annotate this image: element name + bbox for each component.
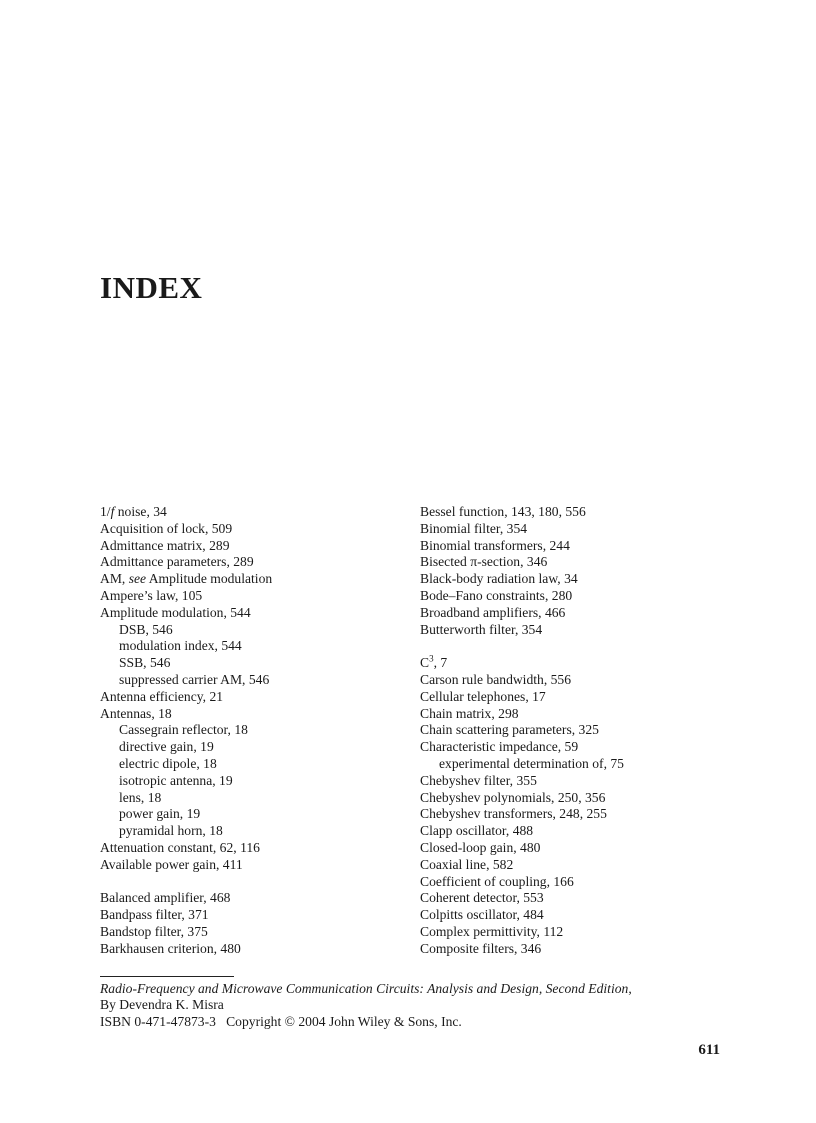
book-title-line xyxy=(100,981,740,997)
index-entry: Bisected π-section, 346 xyxy=(420,554,548,570)
index-entry: Complex permittivity, 112 xyxy=(420,923,564,939)
isbn-line: ISBN 0-471-47873-3 Copyright © 2004 John Wiley & Sons, Inc. xyxy=(100,1013,462,1029)
index-entry: Cellular telephones, 17 xyxy=(420,688,546,704)
index-entry: Bandstop filter, 375 xyxy=(100,923,208,939)
index-subentry: suppressed carrier AM, 546 xyxy=(119,671,270,687)
page-number: 611 xyxy=(698,1042,720,1058)
index-column-left xyxy=(100,504,400,958)
index-entry: Coefficient of coupling, 166 xyxy=(420,873,574,889)
page-title: INDEX xyxy=(100,270,203,305)
index-subentry: pyramidal horn, 18 xyxy=(119,823,223,839)
index-subentry: Cassegrain reflector, 18 xyxy=(119,722,248,738)
index-entry: Bessel function, 143, 180, 556 xyxy=(420,504,586,519)
index-column-right xyxy=(420,504,740,958)
index-entry: Chebyshev polynomials, 250, 356 xyxy=(420,789,606,805)
index-entry: Colpitts oscillator, 484 xyxy=(420,907,544,923)
index-entry: Attenuation constant, 62, 116 xyxy=(100,839,260,855)
index-entry: Clapp oscillator, 488 xyxy=(420,823,534,839)
index-subentry: experimental determination of, 75 xyxy=(439,755,624,771)
index-entry: Black-body radiation law, 34 xyxy=(420,571,578,587)
index-spacer xyxy=(420,638,740,655)
index-entry: Closed-loop gain, 480 xyxy=(420,839,541,855)
index-subentry: directive gain, 19 xyxy=(119,739,214,755)
book-title: Radio-Frequency and Microwave Communication Circuits: Analysis and Design, Second Edition xyxy=(100,981,629,996)
index-entry: Butterworth filter, 354 xyxy=(420,621,543,637)
index-entry: Antennas, 18 xyxy=(100,705,172,721)
index-entry: Chebyshev transformers, 248, 255 xyxy=(420,806,607,822)
index-entry: Bode–Fano constraints, 280 xyxy=(420,587,573,603)
index-subentry: SSB, 546 xyxy=(119,655,171,671)
index-entry: Available power gain, 411 xyxy=(100,856,243,872)
index-entry: Broadband amplifiers, 466 xyxy=(420,604,566,620)
index-entry: Characteristic impedance, 59 xyxy=(420,739,579,755)
index-entry: Amplitude modulation, 544 xyxy=(100,604,251,620)
footnote-rule xyxy=(100,976,234,977)
index-subentry: lens, 18 xyxy=(119,789,162,805)
index-entry: Chebyshev filter, 355 xyxy=(420,772,537,788)
index-entry: 1/f noise, 34 xyxy=(100,504,167,519)
index-spacer xyxy=(100,874,400,891)
index-subentry: isotropic antenna, 19 xyxy=(119,772,233,788)
index-subentry: power gain, 19 xyxy=(119,806,201,822)
index-entry: Acquisition of lock, 509 xyxy=(100,520,233,536)
index-subentry: DSB, 546 xyxy=(119,621,173,637)
index-entry: Composite filters, 346 xyxy=(420,940,542,956)
index-entry: Carson rule bandwidth, 556 xyxy=(420,671,572,687)
index-entry: Chain scattering parameters, 325 xyxy=(420,722,599,738)
book-title-suffix: , xyxy=(628,981,632,996)
index-entry: $C^3$, 7 xyxy=(420,653,448,671)
author-line: By Devendra K. Misra xyxy=(100,997,224,1013)
index-subentry: electric dipole, 18 xyxy=(119,755,217,771)
index-entry: Chain matrix, 298 xyxy=(420,705,519,721)
index-entry: Balanced amplifier, 468 xyxy=(100,890,231,906)
index-entry: Admittance matrix, 289 xyxy=(100,537,230,553)
index-entry: Coherent detector, 553 xyxy=(420,890,544,906)
index-subentry: modulation index, 544 xyxy=(119,638,242,654)
index-entry: Coaxial line, 582 xyxy=(420,856,514,872)
index-entry: Barkhausen criterion, 480 xyxy=(100,940,241,956)
index-entry: Binomial filter, 354 xyxy=(420,520,528,536)
index-entry: Binomial transformers, 244 xyxy=(420,537,570,553)
index-entry: Ampere’s law, 105 xyxy=(100,587,203,603)
index-entry: AM, see Amplitude modulation xyxy=(100,571,273,587)
index-entry: Admittance parameters, 289 xyxy=(100,554,254,570)
copyright-footer xyxy=(100,981,740,1030)
index-entry: Antenna efficiency, 21 xyxy=(100,688,224,704)
index-entry: Bandpass filter, 371 xyxy=(100,907,209,923)
